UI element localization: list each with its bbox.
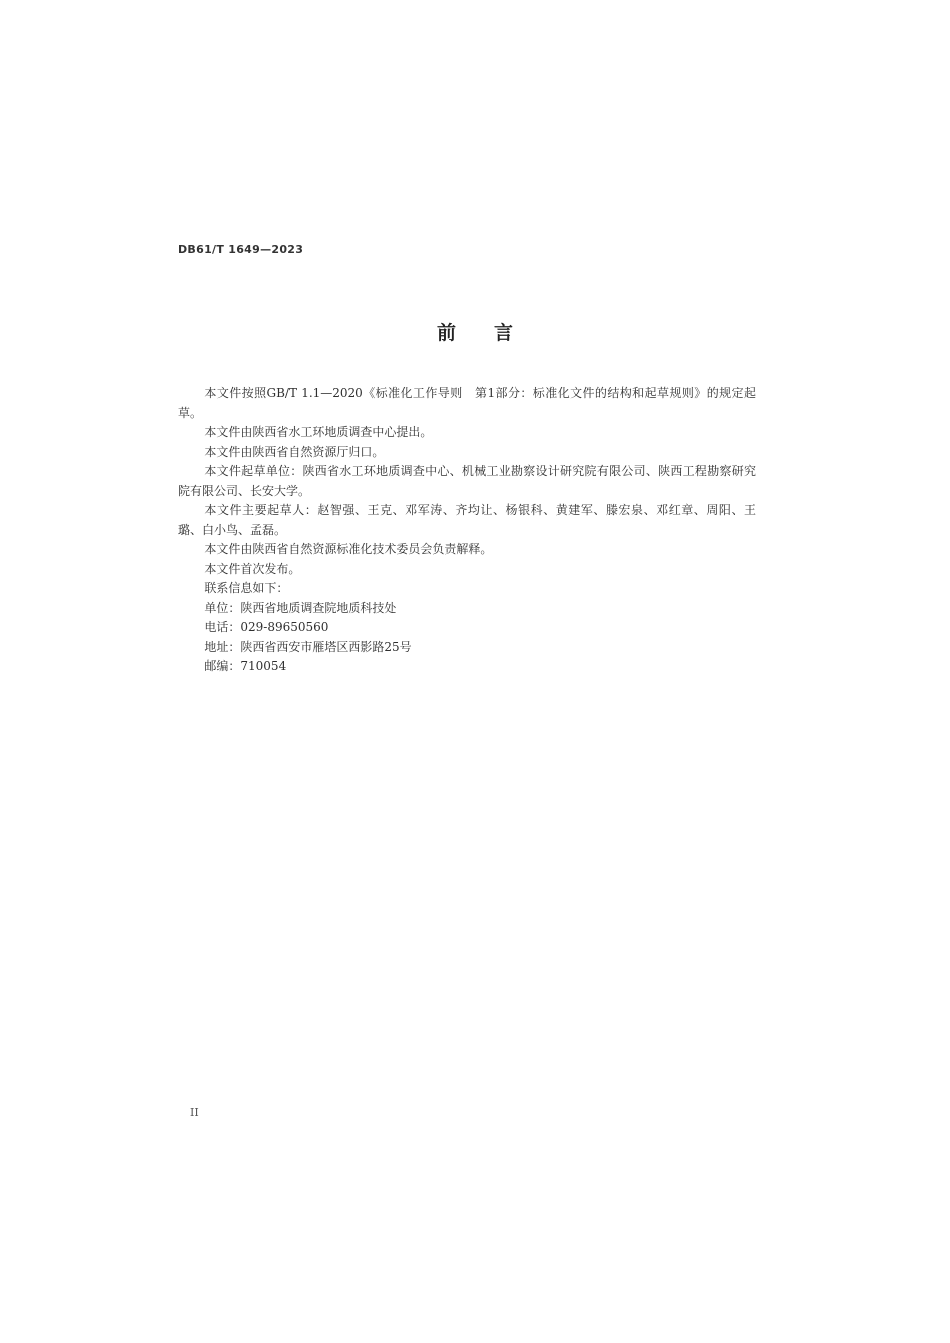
foreword-body [178,384,756,677]
page-number: II [190,1106,199,1119]
paragraph-drafters: 本文件主要起草人：赵智强、王克、邓军涛、齐均让、杨银科、黄建军、滕宏泉、邓红章、周阳、王璐、白小鸟、孟磊。 [178,503,756,537]
paragraph-interpretation: 本文件由陕西省自然资源标准化技术委员会负责解释。 [204,542,493,556]
section-title: 前 言 [436,322,513,344]
paragraph-first-release: 本文件首次发布。 [204,561,301,576]
contact-address: 地址：陕西省西安市雁塔区西影路25号 [204,639,412,654]
contact-postcode: 邮编：710054 [204,659,287,673]
paragraph-contact-heading: 联系信息如下： [204,581,289,595]
contact-unit: 单位：陕西省地质调查院地质科技处 [204,600,397,615]
paragraph-responsible-unit: 本文件由陕西省自然资源厅归口。 [204,444,385,459]
document-code: DB61/T 1649—2023 [178,243,304,256]
contact-phone: 电话：029-89650560 [204,620,329,634]
paragraph-proposer: 本文件由陕西省水工环地质调查中心提出。 [204,425,433,439]
paragraph-drafting-units: 本文件起草单位：陕西省水工环地质调查中心、机械工业勘察设计研究院有限公司、陕西工程勘察研究院有限公司、长安大学。 [178,464,756,498]
paragraph-drafting-rules: 本文件按照GB/T 1.1—2020《标准化工作导则 第1部分：标准化文件的结构和起草规则》的规定起草。 [178,386,756,420]
